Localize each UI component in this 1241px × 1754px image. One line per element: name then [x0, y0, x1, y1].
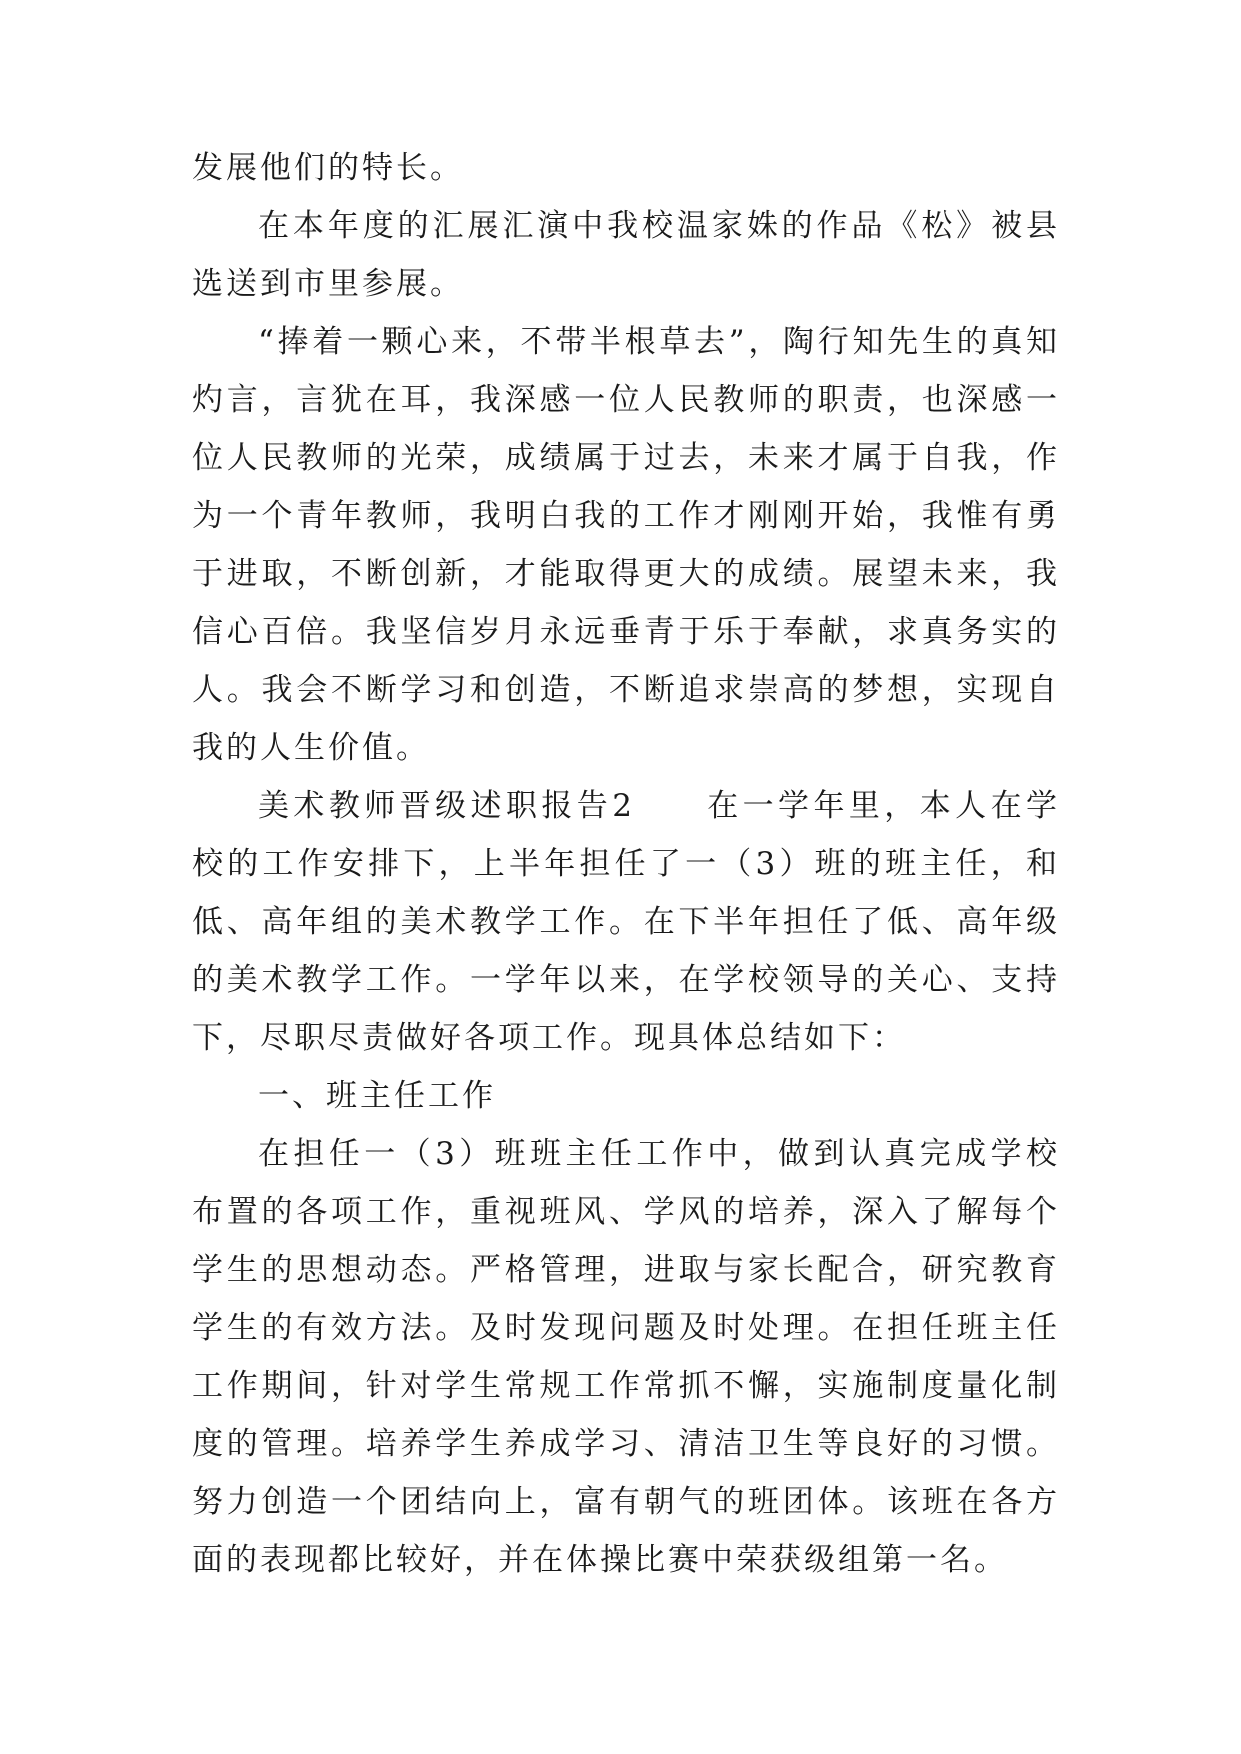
paragraph-reflection: “捧着一颗心来，不带半根草去”，陶行知先生的真知灼言，言犹在耳，我深感一位人民教师的职责，也深感一位人民教师的光荣，成绩属于过去，未来才属于自我，作为一个青年教师，我明白我的工作才刚刚开始，我惟有勇于进取，不断创新，才能取得更大的成绩。展望未来，我信心百倍。我坚信岁月永远垂青于乐于奉献，求真务实的人。我会不断学习和创造，不断追求崇高的梦想，实现自我的人生价值。	[192, 324, 1060, 766]
paragraph-report-intro: 美术教师晋级述职报告2 在一学年里，本人在学校的工作安排下，上半年担任了一（3）班的班主任，和低、高年组的美术教学工作。在下半年担任了低、高年级的美术教学工作。一学年以来，在学校领导的关心、支持下，尽职尽责做好各项工作。现具体总结如下：	[192, 788, 1060, 1056]
section-heading-class-teacher: 一、班主任工作	[258, 1078, 496, 1114]
paragraph-class-teacher-work: 在担任一（3）班班主任工作中，做到认真完成学校布置的各项工作，重视班风、学风的培养，深入了解每个学生的思想动态。严格管理，进取与家长配合，研究教育学生的有效方法。及时发现问题及时处理。在担任班主任工作期间，针对学生常规工作常抓不懈，实施制度量化制度的管理。培养学生养成学习、清洁卫生等良好的习惯。努力创造一个团结向上，富有朝气的班团体。该班在各方面的表现都比较好，并在体操比赛中荣获级组第一名。	[192, 1136, 1060, 1578]
paragraph-exhibition: 在本年度的汇展汇演中我校温家姝的作品《松》被县选送到市里参展。	[192, 208, 1060, 302]
document-body	[192, 139, 1060, 1589]
paragraph-continuation: 发展他们的特长。	[192, 150, 464, 186]
